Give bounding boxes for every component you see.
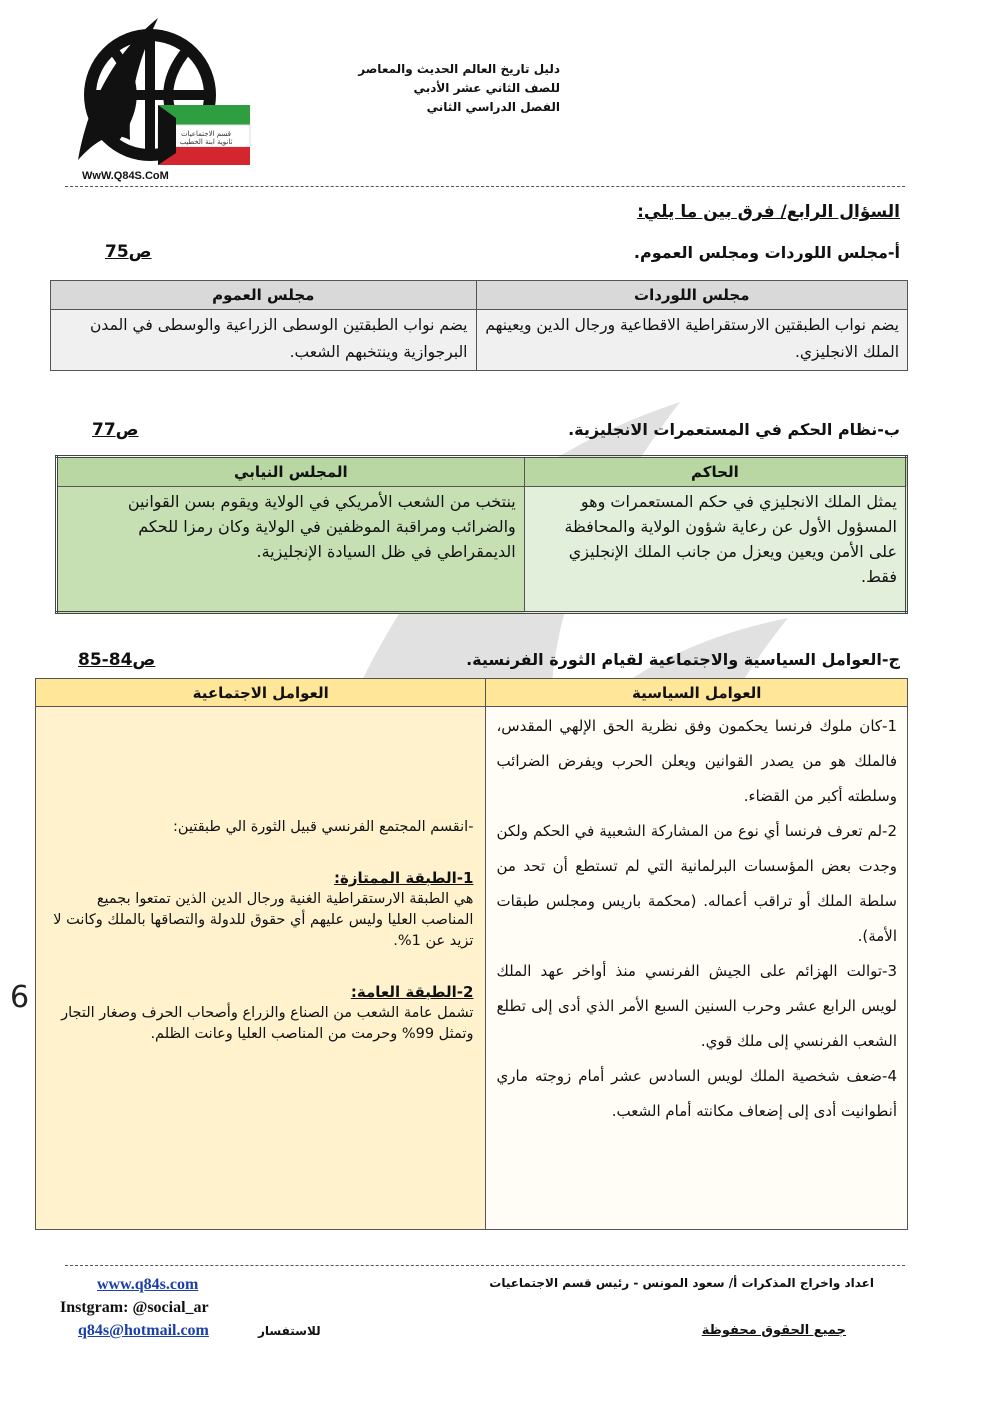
political-factor-3: 3-توالت الهزائم على الجيش الفرنسي منذ أواخر عهد الملك لويس الرابع عشر وحرب السنين السبع الأمر الذي أدى إلى تطلع الشعب الفرنسي إلى ملك قوي.: [496, 962, 897, 1050]
cell-commons: يضم نواب الطبقتين الوسطى الزراعية والوسطى في المدن البرجوازية وينتخبهم الشعب.: [51, 310, 477, 371]
class2-title: 2-الطبقة العامة:: [350, 983, 474, 1001]
header-title-1: دليل تاريخ العالم الحديث والمعاصر: [358, 62, 560, 76]
svg-text:ثانوية ابنة الخطيب: ثانوية ابنة الخطيب: [179, 138, 233, 146]
footer-preparer: اعداد واخراج المذكرات أ/ سعود المونس - رئيس قسم الاجتماعيات: [489, 1276, 874, 1290]
class1-title: 1-الطبقة الممتازة:: [334, 869, 474, 887]
class2-text: تشمل عامة الشعب من الصناع والزراع وأصحاب الحرف وصغار التجار وتمثل 99% وحرمت من المناصب العليا وعانت الظلم.: [61, 1005, 474, 1042]
header-divider: [65, 186, 905, 187]
section-a-page: ص75: [105, 242, 152, 262]
site-url: WwW.Q84S.CoM: [82, 170, 169, 182]
email-link[interactable]: q84s@hotmail.com: [78, 1322, 209, 1339]
table-lords-commons: [50, 280, 908, 371]
header-assembly: المجلس النيابي: [57, 457, 525, 487]
table-revolution-factors: [35, 678, 908, 1230]
header-political: العوامل السياسية: [486, 679, 908, 707]
social-intro: -انقسم المجتمع الفرنسي قبيل الثورة الي طبقتين:: [173, 819, 474, 835]
section-c-page: ص84-85: [78, 650, 156, 670]
question-title: السؤال الرابع/ فرق بين ما يلي:: [637, 202, 900, 222]
section-c-title: ج-العوامل السياسية والاجتماعية لقيام الثورة الفرنسية.: [466, 650, 900, 669]
inquiry-label: للاستفسار: [258, 1324, 321, 1338]
section-b-title: ب-نظام الحكم في المستعمرات الانجليزية.: [568, 420, 900, 439]
header-lords: مجلس اللوردات: [476, 281, 908, 310]
section-a-title: أ-مجلس اللوردات ومجلس العموم.: [633, 243, 900, 262]
cell-lords: يضم نواب الطبقتين الارستقراطية الاقطاعية ورجال الدين ويعينهم الملك الانجليزي.: [476, 310, 908, 371]
political-factor-1: 1-كان ملوك فرنسا يحكمون وفق نظرية الحق الإلهي المقدس، فالملك هو من يصدر القوانين ويعلن الحرب ويفرض الضرائب وسلطته أكبر من القضاء.: [496, 717, 897, 805]
header-social: العوامل الاجتماعية: [36, 679, 486, 707]
table-colonial-government: [55, 455, 908, 614]
document-header: [330, 60, 560, 117]
header-governor: الحاكم: [524, 457, 906, 487]
cell-governor: يمثل الملك الانجليزي في حكم المستعمرات وهو المسؤول الأول عن رعاية شؤون الولاية والمحافظة على الأمن ويعين ويعزل من جانب الملك الإنجليزي فقط.: [524, 487, 906, 613]
instagram-handle: Instgram: @social_ar: [60, 1299, 209, 1316]
page-number: 6: [10, 980, 30, 1015]
cell-assembly: ينتخب من الشعب الأمريكي في الولاية ويقوم بسن القوانين والضرائب ومراقبة الموظفين في الولاية وكان رمزا للحكم الديمقراطي في ظل السيادة الإنجليزية.: [57, 487, 525, 613]
header-title-2: للصف الثاني عشر الأدبي: [413, 81, 560, 95]
section-b-page: ص77: [92, 420, 139, 440]
q84s-logo: [58, 10, 258, 190]
cell-social: [36, 707, 486, 1230]
footer-divider: [65, 1265, 905, 1266]
political-factor-4: 4-ضعف شخصية الملك لويس السادس عشر أمام زوجته ماري أنطوانيت أدى إلى إضعاف مكانته أمام الشعب.: [496, 1067, 897, 1120]
website-link[interactable]: www.q84s.com: [97, 1276, 199, 1293]
political-factor-2: 2-لم تعرف فرنسا أي نوع من المشاركة الشعبية في الحكم ولكن وجدت بعض المؤسسات البرلمانية التي لم تستطع أن تحد من سلطة الملك أو تراقب أعماله. (محكمة باريس ومجلس طبقات الأمة).: [496, 822, 897, 945]
svg-text:قسم الاجتماعيات: قسم الاجتماعيات: [180, 130, 232, 138]
cell-political: [486, 707, 908, 1230]
header-commons: مجلس العموم: [51, 281, 477, 310]
class1-text: هي الطبقة الارستقراطية الغنية ورجال الدين الذين تمتعوا بجميع المناصب العليا وليس عليهم أي حقوق للدولة والتصاقها بالملك وكانت لا تزيد عن 1%.: [53, 891, 474, 949]
rights-reserved: جميع الحقوق محفوظة: [701, 1323, 846, 1338]
header-title-3: الفصل الدراسي الثاني: [426, 100, 560, 114]
